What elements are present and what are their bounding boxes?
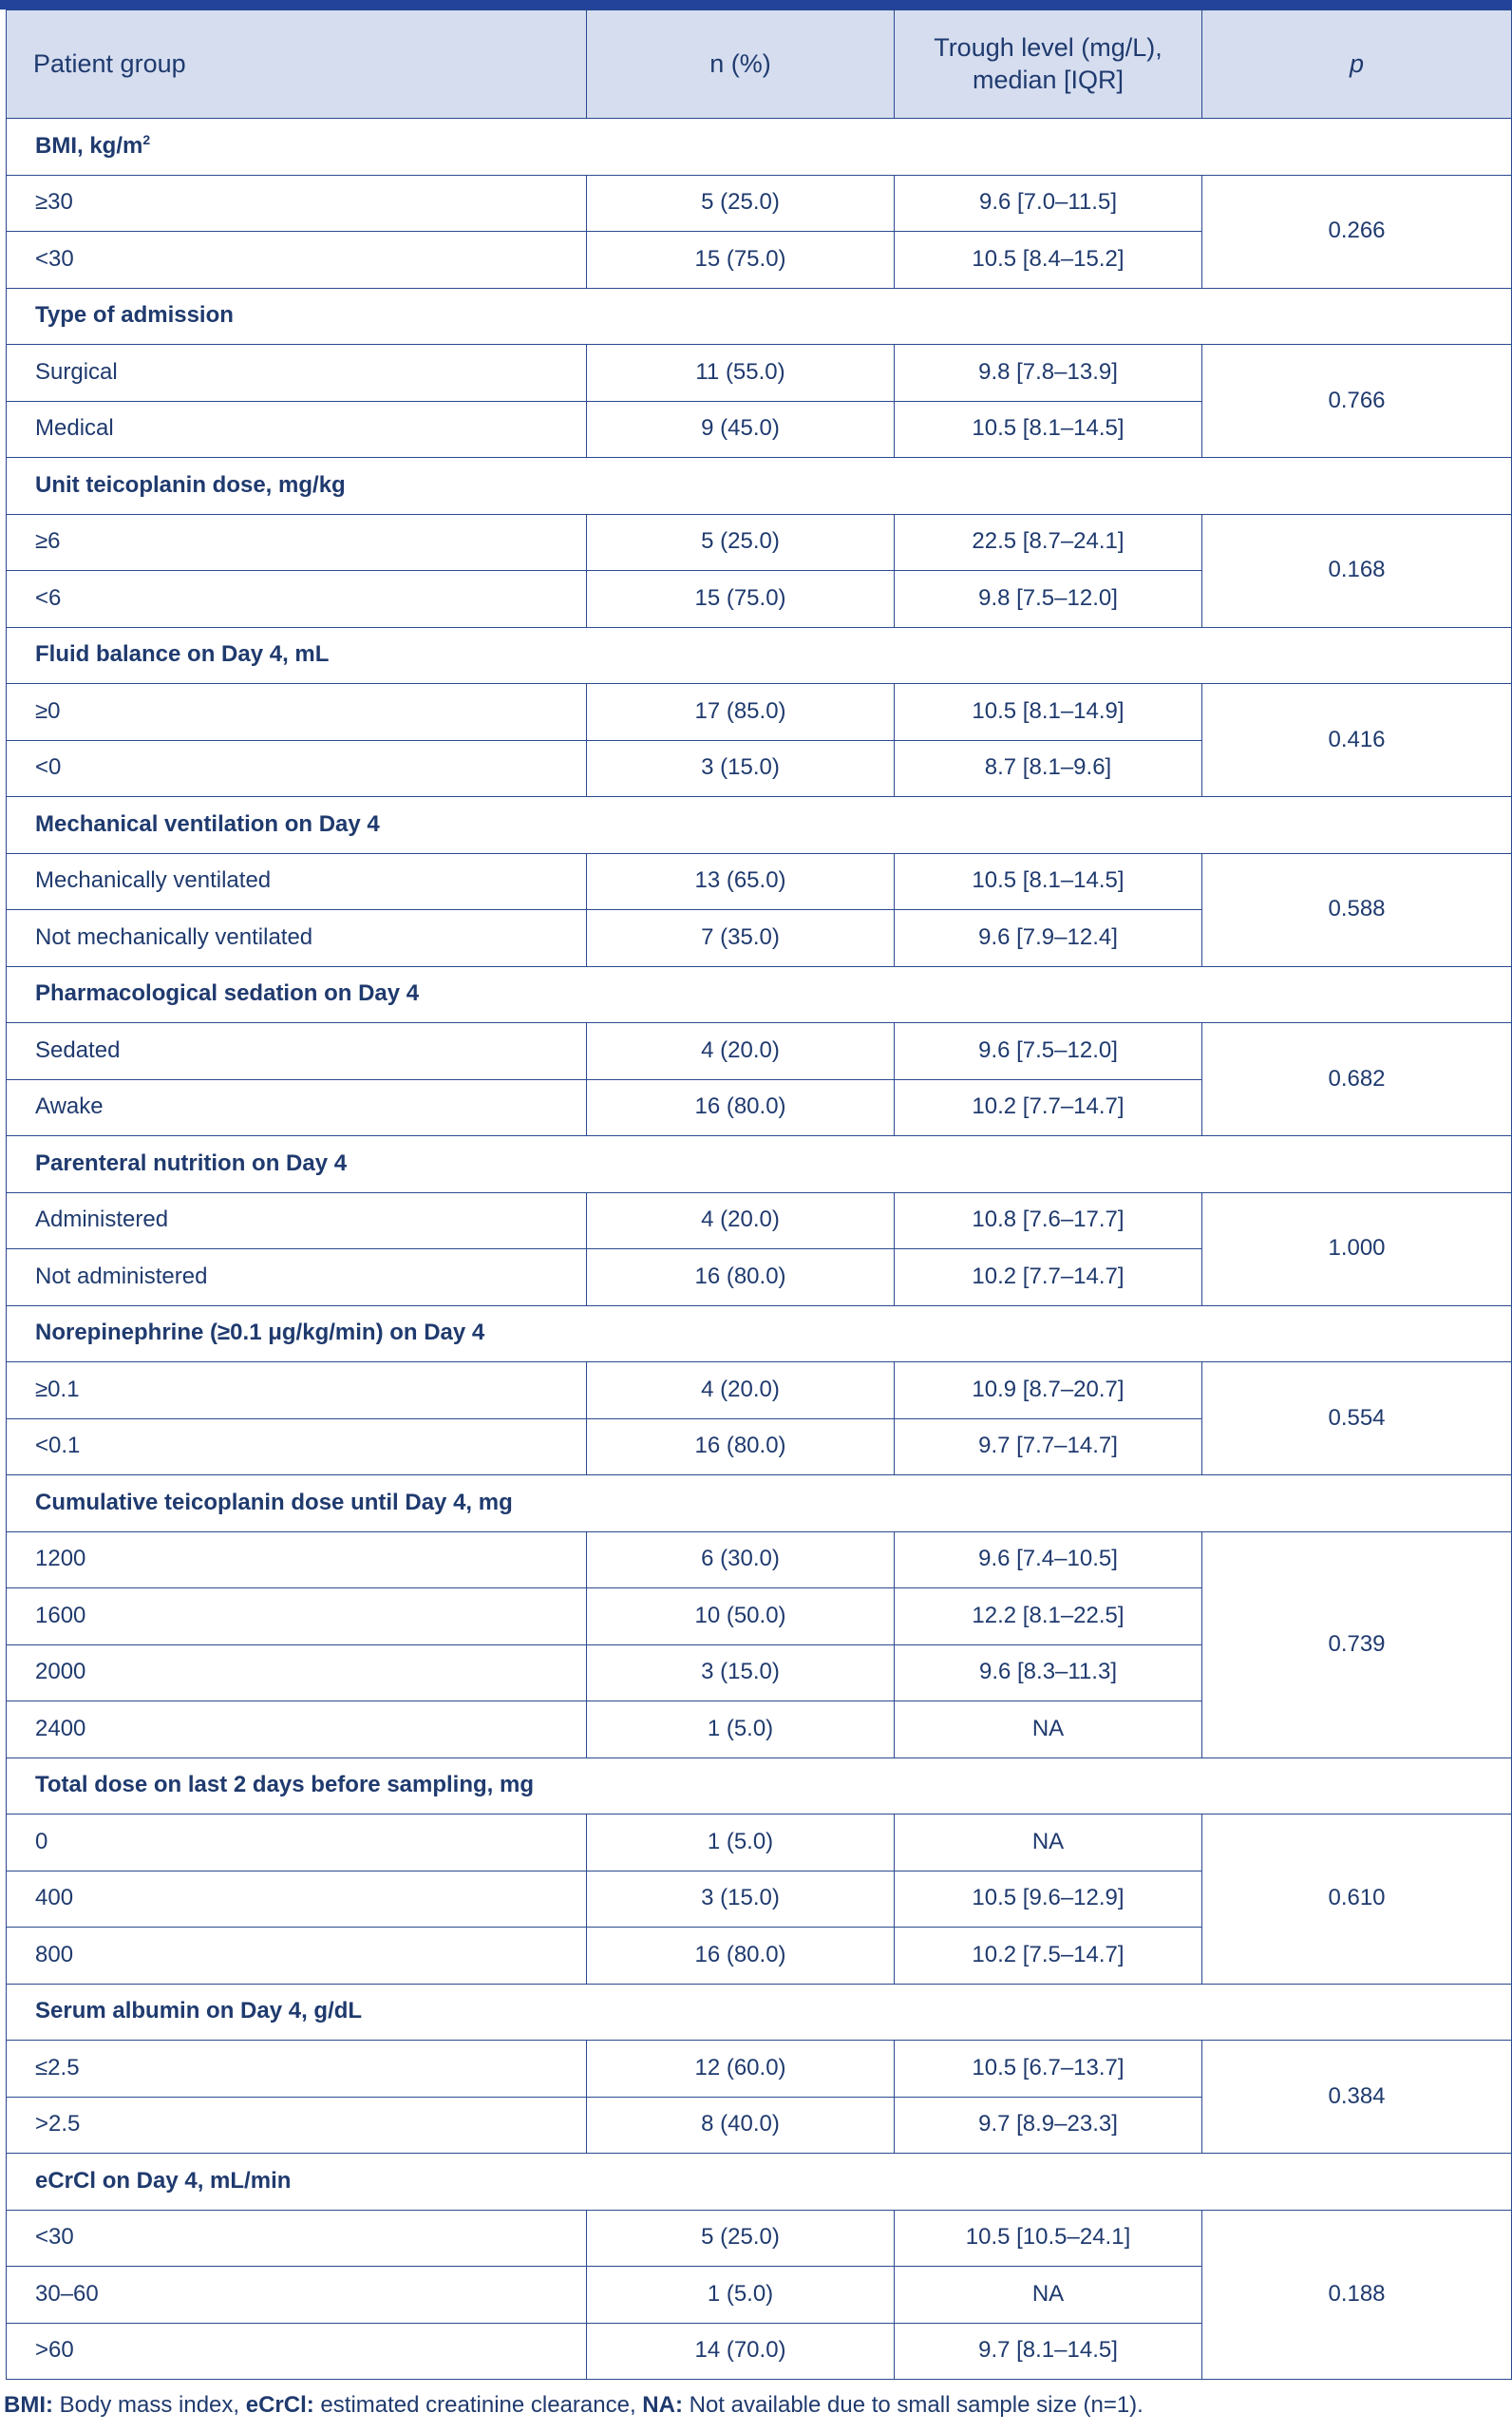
table-row <box>7 175 1512 232</box>
table-row <box>7 345 1512 402</box>
cell-patient-group: Sedated <box>7 1023 587 1080</box>
section-title-text: Mechanical ventilation on Day 4 <box>35 810 380 837</box>
cell-n-percent: 17 (85.0) <box>587 684 895 741</box>
section-title-text: Type of admission <box>35 302 234 329</box>
cell-p-value: 0.588 <box>1202 853 1512 966</box>
cell-n-percent: 3 (15.0) <box>587 1871 895 1928</box>
cell-n-percent: 9 (45.0) <box>587 401 895 458</box>
cell-n-percent: 5 (25.0) <box>587 2210 895 2267</box>
cell-p-value: 0.682 <box>1202 1023 1512 1136</box>
table-row <box>7 1192 1512 1249</box>
cell-patient-group: 2000 <box>7 1644 587 1701</box>
section-title-superscript: 2 <box>142 132 151 148</box>
cell-patient-group: ≥0.1 <box>7 1362 587 1419</box>
cell-n-percent: 4 (20.0) <box>587 1023 895 1080</box>
cell-trough-level: 10.5 [6.7–13.7] <box>895 2041 1202 2098</box>
cell-trough-level: 9.7 [8.9–23.3] <box>895 2097 1202 2154</box>
cell-n-percent: 16 (80.0) <box>587 1928 895 1985</box>
cell-n-percent: 5 (25.0) <box>587 175 895 232</box>
cell-n-percent: 6 (30.0) <box>587 1531 895 1588</box>
cell-patient-group: ≤2.5 <box>7 2041 587 2098</box>
cell-trough-level: 10.5 [10.5–24.1] <box>895 2210 1202 2267</box>
section-title <box>7 966 1512 1023</box>
header-trough-level <box>895 10 1202 119</box>
section-row <box>7 1475 1512 1532</box>
header-p-value <box>1202 10 1512 119</box>
section-title-text: Cumulative teicoplanin dose until Day 4, mg <box>35 1489 513 1515</box>
cell-n-percent: 11 (55.0) <box>587 345 895 402</box>
cell-trough-level: 10.5 [8.1–14.5] <box>895 401 1202 458</box>
cell-trough-level: 9.6 [7.5–12.0] <box>895 1023 1202 1080</box>
cell-p-value: 0.554 <box>1202 1362 1512 1475</box>
cell-trough-level: 10.9 [8.7–20.7] <box>895 1362 1202 1419</box>
cell-patient-group: Not administered <box>7 1249 587 1306</box>
cell-trough-level: 10.8 [7.6–17.7] <box>895 1192 1202 1249</box>
cell-n-percent: 16 (80.0) <box>587 1079 895 1136</box>
cell-n-percent: 1 (5.0) <box>587 1814 895 1872</box>
cell-trough-level: NA <box>895 1814 1202 1872</box>
section-title <box>7 1475 1512 1532</box>
footnote-ecrcl-abbr: eCrCl: <box>245 2392 314 2418</box>
cell-patient-group: 0 <box>7 1814 587 1872</box>
cell-n-percent: 15 (75.0) <box>587 232 895 289</box>
cell-trough-level: NA <box>895 1701 1202 1758</box>
cell-patient-group: Mechanically ventilated <box>7 853 587 910</box>
cell-trough-level: 8.7 [8.1–9.6] <box>895 740 1202 797</box>
section-title <box>7 1305 1512 1362</box>
section-title <box>7 627 1512 684</box>
cell-patient-group: 1600 <box>7 1588 587 1645</box>
table-row <box>7 514 1512 571</box>
footnote-bmi-abbr: BMI: <box>4 2392 53 2418</box>
header-trough-line1: Trough level (mg/L), <box>934 32 1162 62</box>
section-title <box>7 458 1512 515</box>
table-row <box>7 1814 1512 1872</box>
cell-n-percent: 15 (75.0) <box>587 571 895 628</box>
table-row <box>7 2041 1512 2098</box>
cell-trough-level: NA <box>895 2267 1202 2324</box>
section-title <box>7 1758 1512 1814</box>
section-row <box>7 797 1512 854</box>
cell-n-percent: 4 (20.0) <box>587 1362 895 1419</box>
header-p-label: p <box>1349 48 1365 78</box>
section-row <box>7 966 1512 1023</box>
section-row <box>7 1136 1512 1193</box>
footnote-na-text: Not available due to small sample size (n=1). <box>682 2392 1143 2418</box>
cell-p-value: 0.739 <box>1202 1531 1512 1758</box>
section-row <box>7 2154 1512 2211</box>
header-patient-group: Patient group <box>7 10 587 119</box>
section-row <box>7 458 1512 515</box>
cell-n-percent: 4 (20.0) <box>587 1192 895 1249</box>
cell-patient-group: 1200 <box>7 1531 587 1588</box>
cell-n-percent: 14 (70.0) <box>587 2323 895 2380</box>
cell-n-percent: 1 (5.0) <box>587 1701 895 1758</box>
results-table <box>6 10 1512 2380</box>
section-title-text: Parenteral nutrition on Day 4 <box>35 1150 348 1176</box>
footnote-na-abbr: NA: <box>642 2392 683 2418</box>
cell-n-percent: 16 (80.0) <box>587 1418 895 1475</box>
cell-patient-group: <0.1 <box>7 1418 587 1475</box>
cell-trough-level: 10.5 [8.4–15.2] <box>895 232 1202 289</box>
cell-patient-group: Medical <box>7 401 587 458</box>
section-title <box>7 1984 1512 2041</box>
cell-trough-level: 10.5 [8.1–14.5] <box>895 853 1202 910</box>
section-row <box>7 288 1512 345</box>
cell-p-value: 1.000 <box>1202 1192 1512 1305</box>
cell-n-percent: 16 (80.0) <box>587 1249 895 1306</box>
cell-patient-group: Awake <box>7 1079 587 1136</box>
cell-n-percent: 10 (50.0) <box>587 1588 895 1645</box>
section-title <box>7 797 1512 854</box>
cell-trough-level: 9.6 [7.4–10.5] <box>895 1531 1202 1588</box>
cell-patient-group: 2400 <box>7 1701 587 1758</box>
section-row <box>7 1305 1512 1362</box>
table-row <box>7 1023 1512 1080</box>
cell-patient-group: <30 <box>7 232 587 289</box>
header-n-percent: n (%) <box>587 10 895 119</box>
section-title-text: Fluid balance on Day 4, mL <box>35 641 330 668</box>
section-title-text: BMI, kg/m <box>35 133 143 160</box>
cell-p-value: 0.610 <box>1202 1814 1512 1985</box>
cell-trough-level: 10.5 [8.1–14.9] <box>895 684 1202 741</box>
cell-trough-level: 9.8 [7.5–12.0] <box>895 571 1202 628</box>
footnote-ecrcl-text: estimated creatinine clearance, <box>313 2392 643 2418</box>
section-row <box>7 627 1512 684</box>
section-title <box>7 119 1512 176</box>
cell-patient-group: Not mechanically ventilated <box>7 910 587 967</box>
cell-patient-group: <0 <box>7 740 587 797</box>
section-title-text: Serum albumin on Day 4, g/dL <box>35 1998 363 2024</box>
cell-patient-group: 800 <box>7 1928 587 1985</box>
table-row <box>7 1531 1512 1588</box>
header-trough-line2: median [IQR] <box>972 65 1125 94</box>
cell-trough-level: 10.2 [7.7–14.7] <box>895 1079 1202 1136</box>
cell-p-value: 0.266 <box>1202 175 1512 288</box>
top-accent-bar <box>0 0 1512 10</box>
section-title-text: eCrCl on Day 4, mL/min <box>35 2167 292 2194</box>
cell-p-value: 0.416 <box>1202 684 1512 797</box>
table-row <box>7 684 1512 741</box>
section-title-text: Norepinephrine (≥0.1 μg/kg/min) on Day 4 <box>35 1320 485 1346</box>
cell-patient-group: >2.5 <box>7 2097 587 2154</box>
cell-n-percent: 3 (15.0) <box>587 740 895 797</box>
cell-patient-group: <6 <box>7 571 587 628</box>
table-header <box>7 10 1512 119</box>
cell-patient-group: ≥6 <box>7 514 587 571</box>
header-row <box>7 10 1512 119</box>
cell-patient-group: Surgical <box>7 345 587 402</box>
cell-p-value: 0.766 <box>1202 345 1512 458</box>
cell-p-value: 0.384 <box>1202 2041 1512 2154</box>
cell-trough-level: 9.8 [7.8–13.9] <box>895 345 1202 402</box>
section-title-text: Total dose on last 2 days before sampling, mg <box>35 1772 534 1798</box>
section-title <box>7 288 1512 345</box>
cell-trough-level: 10.5 [9.6–12.9] <box>895 1871 1202 1928</box>
cell-patient-group: Administered <box>7 1192 587 1249</box>
table-row <box>7 1362 1512 1419</box>
cell-patient-group: >60 <box>7 2323 587 2380</box>
section-title <box>7 2154 1512 2211</box>
cell-n-percent: 7 (35.0) <box>587 910 895 967</box>
cell-trough-level: 10.2 [7.7–14.7] <box>895 1249 1202 1306</box>
cell-n-percent: 13 (65.0) <box>587 853 895 910</box>
cell-n-percent: 12 (60.0) <box>587 2041 895 2098</box>
cell-trough-level: 22.5 [8.7–24.1] <box>895 514 1202 571</box>
table-body <box>7 119 1512 2380</box>
cell-patient-group: <30 <box>7 2210 587 2267</box>
section-title-text: Unit teicoplanin dose, mg/kg <box>35 471 346 498</box>
section-title-text: Pharmacological sedation on Day 4 <box>35 980 420 1007</box>
cell-patient-group: 30–60 <box>7 2267 587 2324</box>
cell-trough-level: 10.2 [7.5–14.7] <box>895 1928 1202 1985</box>
cell-trough-level: 9.7 [8.1–14.5] <box>895 2323 1202 2380</box>
cell-p-value: 0.168 <box>1202 514 1512 627</box>
cell-patient-group: 400 <box>7 1871 587 1928</box>
section-row <box>7 1758 1512 1814</box>
cell-trough-level: 9.6 [7.0–11.5] <box>895 175 1202 232</box>
cell-patient-group: ≥0 <box>7 684 587 741</box>
cell-n-percent: 3 (15.0) <box>587 1644 895 1701</box>
cell-trough-level: 9.6 [7.9–12.4] <box>895 910 1202 967</box>
cell-trough-level: 9.6 [8.3–11.3] <box>895 1644 1202 1701</box>
table-footnote <box>4 2392 1509 2419</box>
cell-trough-level: 9.7 [7.7–14.7] <box>895 1418 1202 1475</box>
section-row <box>7 1984 1512 2041</box>
table-row <box>7 2210 1512 2267</box>
cell-p-value: 0.188 <box>1202 2210 1512 2380</box>
section-row <box>7 119 1512 176</box>
footnote-bmi-text: Body mass index, <box>52 2392 246 2418</box>
section-title <box>7 1136 1512 1193</box>
cell-n-percent: 5 (25.0) <box>587 514 895 571</box>
cell-n-percent: 8 (40.0) <box>587 2097 895 2154</box>
cell-trough-level: 12.2 [8.1–22.5] <box>895 1588 1202 1645</box>
cell-n-percent: 1 (5.0) <box>587 2267 895 2324</box>
cell-patient-group: ≥30 <box>7 175 587 232</box>
table-row <box>7 853 1512 910</box>
